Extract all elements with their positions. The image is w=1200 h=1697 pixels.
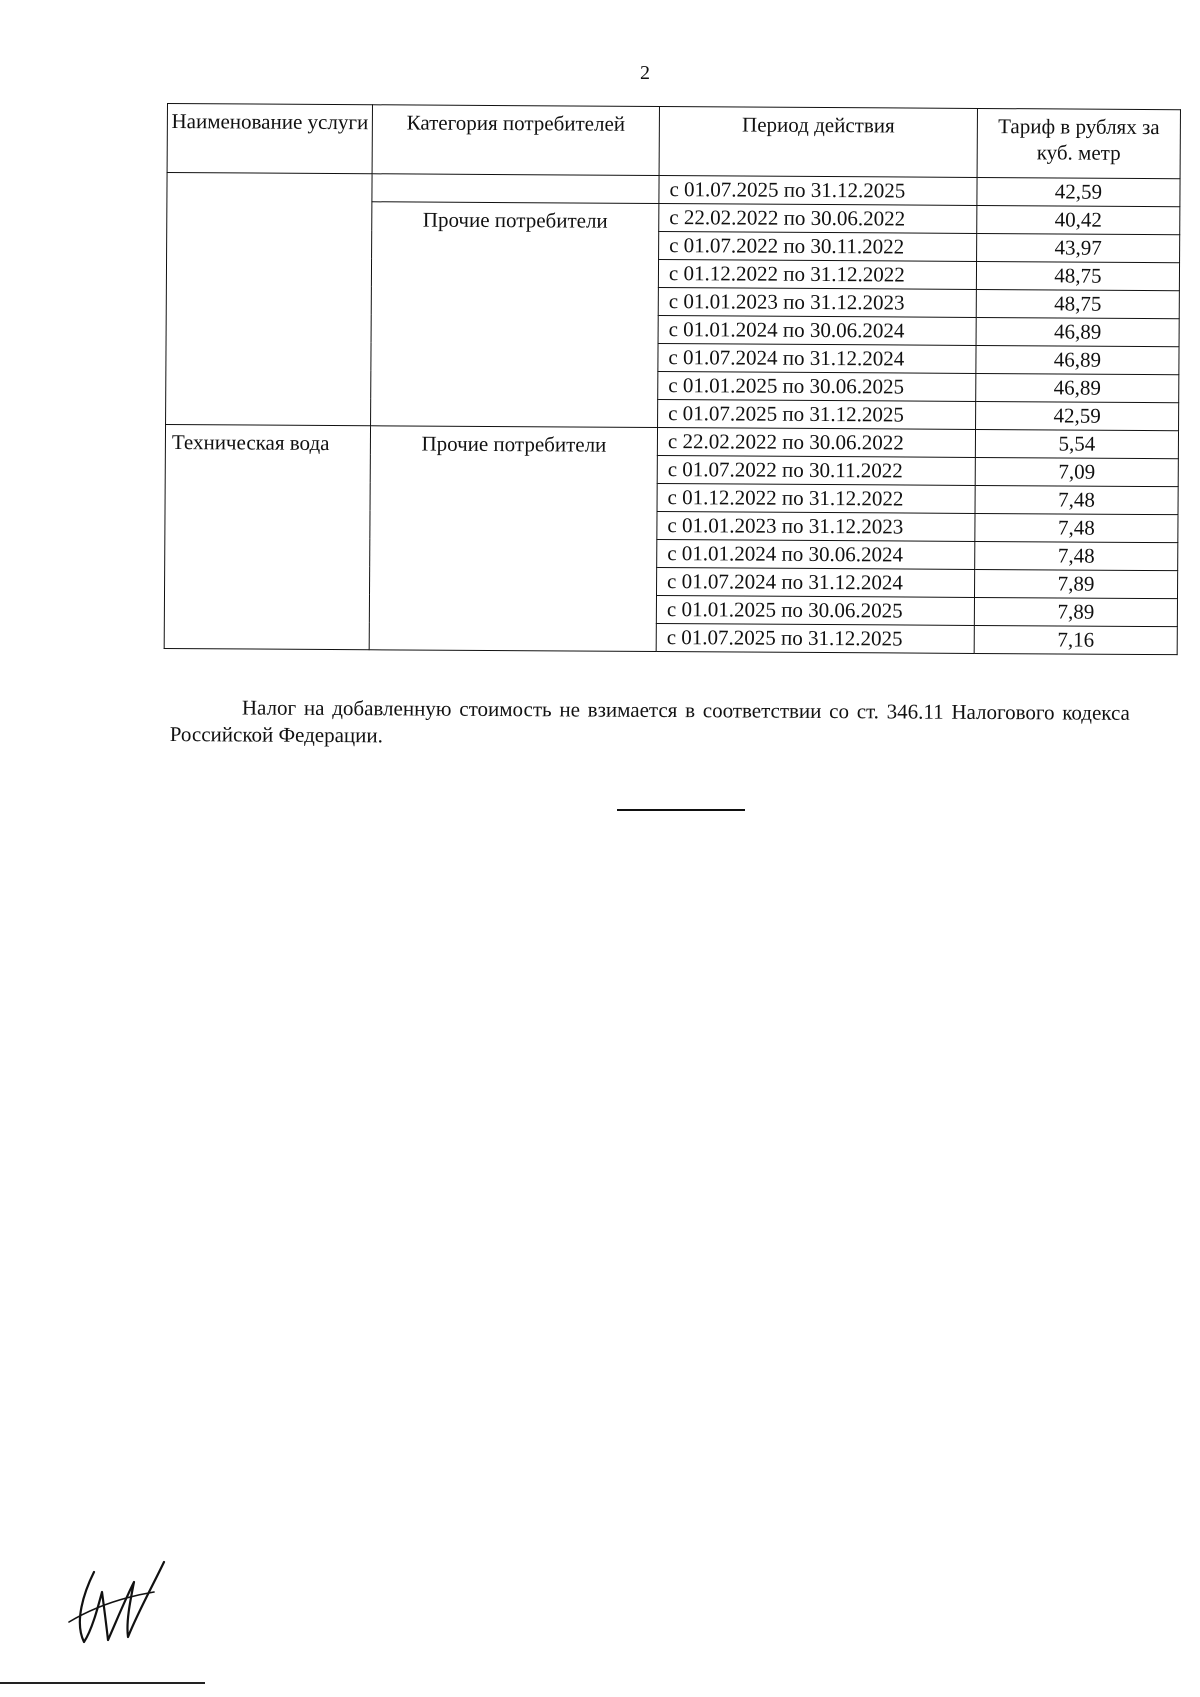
period-cell: с 01.01.2023 по 31.12.2023: [658, 288, 976, 318]
table-body: [164, 173, 1180, 655]
period-cell: с 01.01.2025 по 30.06.2025: [658, 372, 976, 402]
period-cell: с 22.02.2022 по 30.06.2022: [657, 428, 975, 458]
tariff-cell: 7,89: [974, 597, 1177, 626]
period-cell: с 01.07.2024 по 31.12.2024: [658, 344, 976, 374]
tariff-table: [164, 103, 1181, 655]
table-header-row: [167, 104, 1180, 179]
period-cell: с 01.07.2022 по 30.11.2022: [659, 232, 977, 262]
tariff-cell: 7,48: [975, 513, 1178, 542]
period-cell: с 22.02.2022 по 30.06.2022: [659, 204, 977, 234]
table-row: [165, 424, 1178, 458]
tariff-cell: 40,42: [977, 205, 1180, 234]
header-tariff: Тариф в рублях за куб. метр: [977, 108, 1180, 178]
tariff-cell: 48,75: [976, 289, 1179, 318]
header-service: Наименование услуги: [167, 104, 372, 174]
bottom-edge-line: [0, 1682, 205, 1684]
vat-note: Налог на добавленную стоимость не взимается в соответствии со ст. 346.11 Налогового кодекса Российской Федерации.: [169, 695, 1130, 748]
service-cell-empty: [166, 173, 373, 426]
table-row: [167, 173, 1180, 207]
tariff-cell: 46,89: [976, 373, 1179, 402]
category-cell: Прочие потребители: [369, 426, 657, 652]
tariff-cell: 7,09: [975, 457, 1178, 486]
tariff-cell: 43,97: [977, 233, 1180, 262]
tariff-cell: 46,89: [976, 345, 1179, 374]
page-number: 2: [640, 62, 650, 84]
period-cell: с 01.01.2023 по 31.12.2023: [657, 512, 975, 542]
period-cell: с 01.01.2024 по 30.06.2024: [657, 540, 975, 570]
period-cell: с 01.07.2024 по 31.12.2024: [657, 567, 975, 597]
tariff-table-wrapper: [164, 103, 1180, 655]
period-cell: с 01.12.2022 по 31.12.2022: [657, 484, 975, 514]
period-cell: с 01.01.2025 по 30.06.2025: [656, 595, 974, 625]
tariff-cell: 7,16: [974, 625, 1177, 654]
tariff-cell: 7,48: [975, 485, 1178, 514]
period-cell: с 01.01.2024 по 30.06.2024: [658, 316, 976, 346]
period-cell: с 01.12.2022 по 31.12.2022: [658, 260, 976, 290]
category-cell-empty: [372, 174, 659, 204]
tariff-cell: 48,75: [976, 261, 1179, 290]
end-divider: [617, 809, 745, 811]
header-period: Период действия: [659, 107, 977, 178]
tariff-cell: 46,89: [976, 317, 1179, 346]
tariff-cell: 7,89: [974, 569, 1177, 598]
tariff-cell: 42,59: [977, 177, 1180, 206]
tariff-cell: 7,48: [975, 541, 1178, 570]
tariff-cell: 5,54: [975, 429, 1178, 458]
period-cell: с 01.07.2025 по 31.12.2025: [658, 400, 976, 430]
period-cell: с 01.07.2022 по 30.11.2022: [657, 456, 975, 486]
header-category: Категория потребителей: [372, 105, 659, 176]
signature-icon: [64, 1552, 174, 1652]
tariff-cell: 42,59: [976, 401, 1179, 430]
service-cell: Техническая вода: [164, 424, 370, 649]
period-cell: с 01.07.2025 по 31.12.2025: [656, 623, 974, 653]
category-cell: Прочие потребители: [371, 202, 659, 428]
period-cell: с 01.07.2025 по 31.12.2025: [659, 176, 977, 206]
